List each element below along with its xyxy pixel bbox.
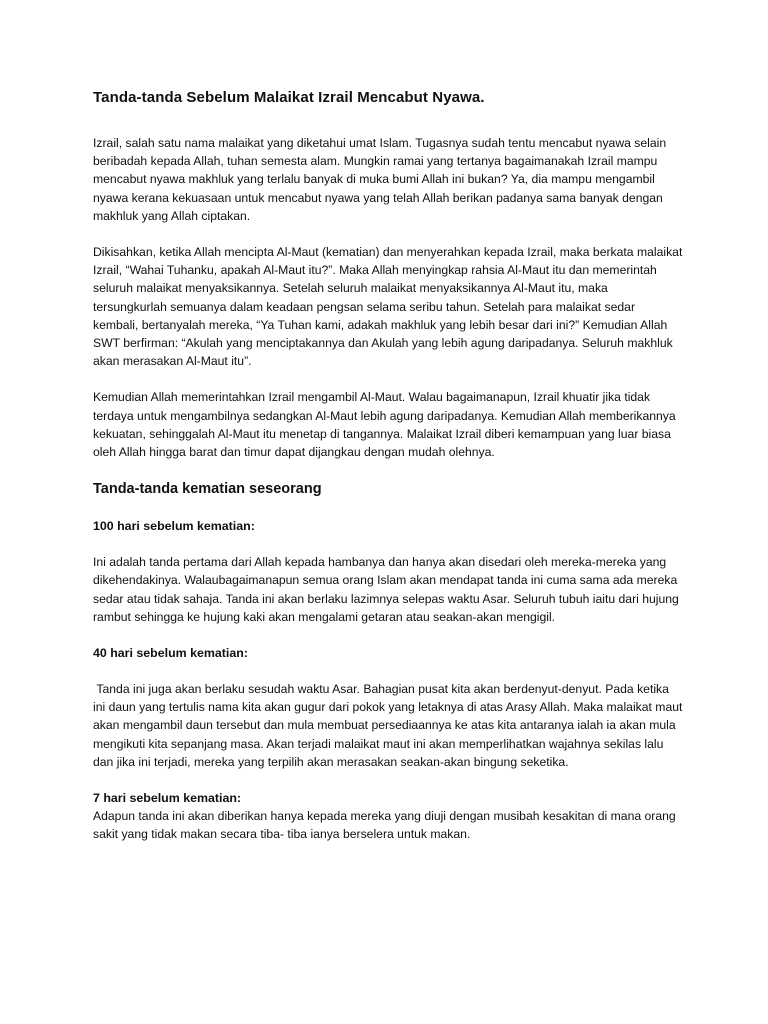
- sign-text-7-days: Adapun tanda ini akan diberikan hanya kepada mereka yang diuji dengan musibah kesakitan di mana orang sakit yang tidak makan secara tiba- tiba ianya berselera untuk makan.: [93, 809, 676, 842]
- section-title: Tanda-tanda kematian seseorang: [93, 481, 322, 498]
- sign-heading-7-days: 7 hari sebelum kematian:: [93, 791, 242, 806]
- document-page: [93, 88, 683, 861]
- sign-text-100-days: Ini adalah tanda pertama dari Allah kepada hambanya dan hanya akan disedari oleh mereka-mereka yang dikehendakinya. Walaubagaimanapun semua orang Islam akan mendapat tanda ini cuma sama ada mereka sedar atau tidak sahaja. Tanda ini akan berlaku lazimnya selepas waktu Asar. Seluruh tubuh iaitu dari hujung rambut sehingga ke hujung kaki akan mengalami getaran atau seakan-akan mengigil.: [93, 555, 679, 624]
- intro-paragraph-1: Izrail, salah satu nama malaikat yang diketahui umat Islam. Tugasnya sudah tentu mencabut nyawa selain beribadah kepada Allah, tuhan semesta alam. Mungkin ramai yang tertanya bagaimanakah Izrail mampu mencabut nyawa makhluk yang terlalu banyak di muka bumi Allah ini bukan? Ya, dia mampu mengambil nyawa kerana kekuasaan untuk mencabut nyawa yang telah Allah berikan padanya sama banyak dengan makhluk yang Allah ciptakan.: [93, 136, 667, 223]
- intro-paragraph-3: Kemudian Allah memerintahkan Izrail mengambil Al-Maut. Walau bagaimanapun, Izrail khuatir jika tidak terdaya untuk mengambilnya sedangkan Al-Maut lebih agung daripadanya. Kemudian Allah memberikannya kekuatan, sehinggalah Al-Maut itu menetap di tangannya. Malaikat Izrail diberi kemampuan yang luar biasa oleh Allah hingga barat dan timur dapat dijangkau dengan mudah olehnya.: [93, 390, 676, 460]
- sign-heading-100-days: 100 hari sebelum kematian:: [93, 519, 255, 534]
- sign-text-40-days: Tanda ini juga akan berlaku sesudah waktu Asar. Bahagian pusat kita akan berdenyut-denyut. Pada ketika ini daun yang tertulis nama kita akan gugur dari pokok yang letaknya di atas Arasy Allah. Maka malaikat maut akan mengambil daun tersebut dan mula membuat persediaannya ke atas kita antaranya ialah ia akan mula mengikuti kita sepanjang masa. Akan terjadi malaikat maut ini akan memperlihatkan wajahnya sekilas lalu dan jika ini terjadi, mereka yang terpilih akan merasakan seakan-akan bingung seketika.: [93, 682, 683, 769]
- intro-paragraph-2: Dikisahkan, ketika Allah mencipta Al-Maut (kematian) dan menyerahkan kepada Izrail, maka berkata malaikat Izrail, “Wahai Tuhanku, apakah Al-Maut itu?”. Maka Allah menyingkap rahsia Al-Maut itu dan memerintah seluruh malaikat menyaksikannya. Setelah seluruh malaikat menyaksikannya Al-Maut itu, maka tersungkurlah semuanya dalam keadaan pengsan selama seribu tahun. Setelah para malaikat sedar kembali, bertanyalah mereka, “Ya Tuhan kami, adakah makhluk yang lebih besar dari ini?” Kemudian Allah SWT berfirman: “Akulah yang menciptakannya dan Akulah yang lebih agung daripadanya. Seluruh makhluk akan merasakan Al-Maut itu”.: [93, 245, 683, 369]
- document-title: Tanda-tanda Sebelum Malaikat Izrail Mencabut Nyawa.: [93, 89, 485, 106]
- sign-heading-40-days: 40 hari sebelum kematian:: [93, 646, 248, 661]
